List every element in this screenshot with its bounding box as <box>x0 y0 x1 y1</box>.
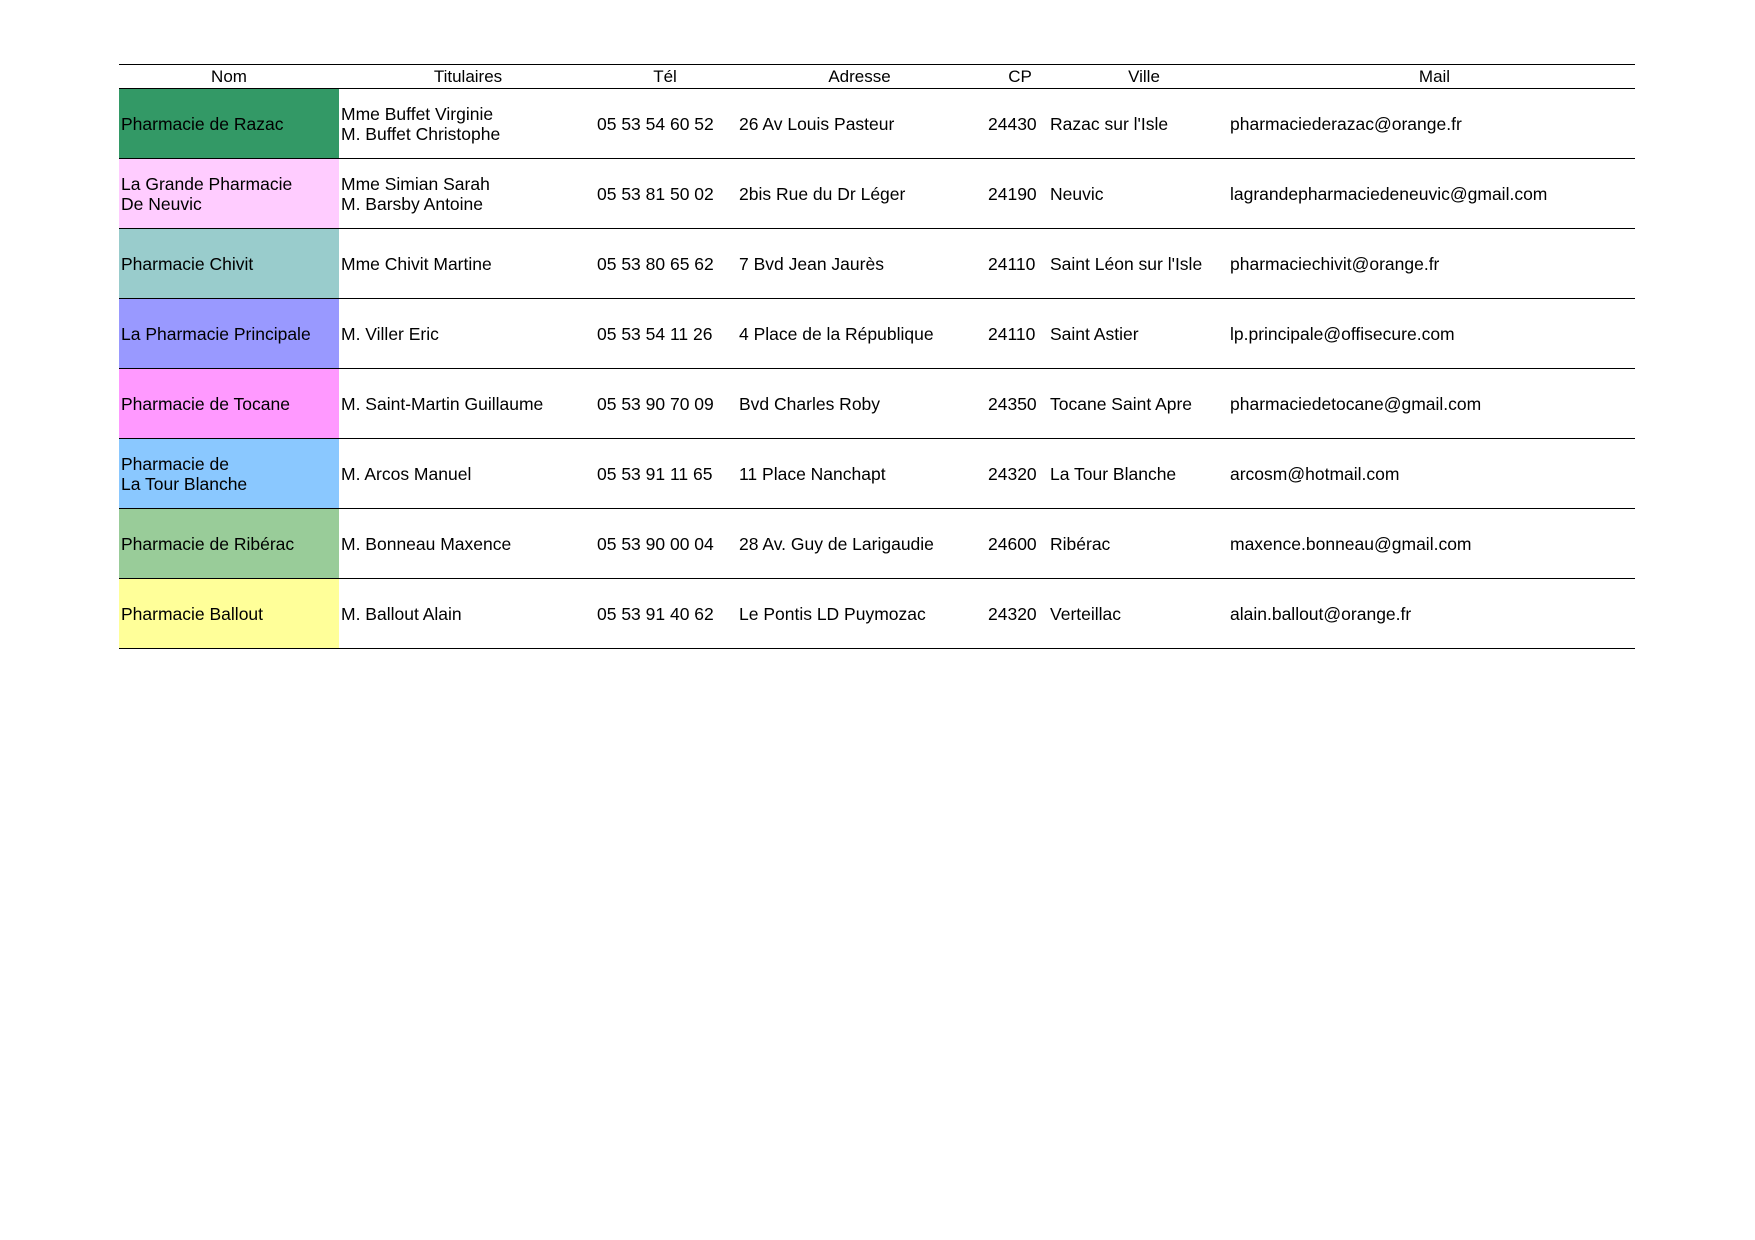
cell-ville <box>1050 89 1230 158</box>
cell-nom <box>119 299 339 368</box>
cell-cp <box>988 299 1050 368</box>
cell-ville-text: Razac sur l'Isle <box>1050 113 1169 134</box>
cell-tel-text: 05 53 54 60 52 <box>597 113 714 134</box>
cell-ville <box>1050 579 1230 648</box>
cell-cp <box>988 229 1050 298</box>
cell-ville-text: Verteillac <box>1050 603 1122 624</box>
cell-adresse-text: 26 Av Louis Pasteur <box>739 113 895 134</box>
header-adresse: Adresse <box>828 67 891 86</box>
cell-nom <box>119 579 339 648</box>
cell-adresse <box>739 299 988 368</box>
cell-mail <box>1230 89 1635 158</box>
cell-titulaires <box>339 439 597 508</box>
header-mail: Mail <box>1418 67 1451 86</box>
table-row <box>119 229 1635 299</box>
header-nom: Nom <box>211 67 247 86</box>
cell-adresse <box>739 229 988 298</box>
cell-adresse <box>739 509 988 578</box>
cell-adresse-text: 2bis Rue du Dr Léger <box>739 183 906 204</box>
cell-ville-text: Saint Léon sur l'Isle <box>1050 253 1203 274</box>
cell-titulaires-line: M. Ballout Alain <box>341 603 462 624</box>
cell-adresse-text: 28 Av. Guy de Larigaudie <box>739 533 934 554</box>
cell-mail <box>1230 159 1635 228</box>
table-body <box>119 89 1635 649</box>
cell-ville-text: Ribérac <box>1050 533 1111 554</box>
cell-tel-text: 05 53 90 70 09 <box>597 393 714 414</box>
cell-mail-text: pharmaciedetocane@gmail.com <box>1230 393 1482 414</box>
cell-titulaires <box>339 579 597 648</box>
cell-cp-text: 24190 <box>988 183 1037 204</box>
cell-titulaires-line: M. Bonneau Maxence <box>341 533 512 554</box>
cell-tel <box>597 369 739 438</box>
cell-titulaires <box>339 89 597 158</box>
cell-nom-line: La Grande Pharmacie <box>121 173 293 194</box>
cell-mail-text: pharmacie​derazac@orange.fr <box>1230 113 1462 134</box>
cell-nom-line: Pharmacie Chivit <box>121 253 254 274</box>
table-row <box>119 369 1635 439</box>
cell-nom-line: Pharmacie de Razac <box>121 113 284 134</box>
cell-titulaires-line: Mme Chivit Martine <box>341 253 492 274</box>
cell-tel-text: 05 53 54 11 26 <box>597 323 713 344</box>
cell-mail <box>1230 509 1635 578</box>
cell-titulaires-line: M. Barsby Antoine <box>341 193 484 214</box>
cell-tel <box>597 579 739 648</box>
cell-adresse-text: 7 Bvd Jean Jaurès <box>739 253 884 274</box>
cell-ville <box>1050 159 1230 228</box>
cell-mail <box>1230 439 1635 508</box>
cell-tel-text: 05 53 80 65 62 <box>597 253 714 274</box>
cell-ville-text: La Tour Blanche <box>1050 463 1177 484</box>
cell-titulaires-line: M. Arcos Manuel <box>341 463 472 484</box>
cell-adresse-text: Le Pontis LD Puymozac <box>739 603 926 624</box>
cell-mail <box>1230 369 1635 438</box>
cell-cp <box>988 439 1050 508</box>
cell-tel <box>597 299 739 368</box>
cell-cp-text: 24320 <box>988 603 1037 624</box>
cell-ville <box>1050 229 1230 298</box>
cell-cp-text: 24600 <box>988 533 1037 554</box>
cell-mail-text: lagrandepharmaciedeneuvic@gmail.com <box>1230 183 1548 204</box>
cell-ville <box>1050 299 1230 368</box>
cell-nom <box>119 159 339 228</box>
cell-tel <box>597 159 739 228</box>
cell-tel <box>597 439 739 508</box>
cell-nom-line: Pharmacie de Ribérac <box>121 533 295 554</box>
cell-cp <box>988 369 1050 438</box>
cell-mail-text: maxence.bonneau@gmail.com <box>1230 533 1472 554</box>
cell-nom <box>119 509 339 578</box>
cell-titulaires <box>339 509 597 578</box>
cell-titulaires <box>339 159 597 228</box>
cell-ville-text: Tocane Saint Apre <box>1050 393 1193 414</box>
cell-titulaires <box>339 299 597 368</box>
table-header-row <box>119 65 1635 89</box>
cell-titulaires-line: M. Buffet Christophe <box>341 123 501 144</box>
cell-mail <box>1230 579 1635 648</box>
table-row <box>119 89 1635 159</box>
cell-mail-text: arcosm@hotmail.com <box>1230 463 1400 484</box>
cell-cp <box>988 579 1050 648</box>
cell-nom-line: De Neuvic <box>121 193 202 214</box>
cell-nom-line: Pharmacie de <box>121 453 229 474</box>
cell-titulaires-line: Mme Simian Sarah <box>341 173 490 194</box>
cell-mail <box>1230 299 1635 368</box>
cell-cp <box>988 159 1050 228</box>
cell-ville <box>1050 439 1230 508</box>
cell-titulaires-line: M. Saint-Martin Guillaume <box>341 393 544 414</box>
cell-cp-text: 24430 <box>988 113 1037 134</box>
header-titulaires: Titulaires <box>433 67 503 86</box>
cell-nom <box>119 369 339 438</box>
cell-mail-text: lp.principale@offisecure.com <box>1230 323 1455 344</box>
cell-cp <box>988 89 1050 158</box>
header-cp: CP <box>1008 67 1032 86</box>
cell-tel-text: 05 53 91 40 62 <box>597 603 714 624</box>
cell-mail-text: pharmaciechivit@orange.fr <box>1230 253 1440 274</box>
cell-nom-line: Pharmacie Ballout <box>121 603 264 624</box>
cell-tel-text: 05 53 90 00 04 <box>597 533 714 554</box>
cell-mail-text: alain.ballout@orange.fr <box>1230 603 1412 624</box>
cell-ville-text: Saint Astier <box>1050 323 1139 344</box>
cell-tel <box>597 89 739 158</box>
cell-cp-text: 24110 <box>988 253 1036 274</box>
cell-nom <box>119 229 339 298</box>
pharmacy-table <box>119 64 1635 649</box>
cell-adresse <box>739 369 988 438</box>
cell-mail <box>1230 229 1635 298</box>
cell-cp-text: 24320 <box>988 463 1037 484</box>
cell-ville-text: Neuvic <box>1050 183 1104 204</box>
cell-adresse-text: 11 Place Nanchapt <box>739 463 886 484</box>
cell-titulaires <box>339 229 597 298</box>
table-row <box>119 439 1635 509</box>
table-row <box>119 579 1635 649</box>
cell-tel-text: 05 53 81 50 02 <box>597 183 714 204</box>
cell-tel <box>597 229 739 298</box>
cell-titulaires-line: M. Viller Eric <box>341 323 439 344</box>
cell-ville <box>1050 369 1230 438</box>
cell-nom <box>119 439 339 508</box>
cell-adresse-text: 4 Place de la République <box>739 323 934 344</box>
cell-adresse <box>739 439 988 508</box>
cell-tel <box>597 509 739 578</box>
cell-adresse <box>739 579 988 648</box>
cell-cp-text: 24110 <box>988 323 1036 344</box>
cell-adresse-text: Bvd Charles Roby <box>739 393 881 414</box>
cell-cp-text: 24350 <box>988 393 1037 414</box>
cell-adresse <box>739 89 988 158</box>
cell-titulaires-line: Mme Buffet Virginie <box>341 103 494 124</box>
header-ville: Ville <box>1128 67 1160 86</box>
table-row <box>119 509 1635 579</box>
cell-ville <box>1050 509 1230 578</box>
cell-nom-line: Pharmacie de Tocane <box>121 393 290 414</box>
table-row <box>119 299 1635 369</box>
header-tel: Tél <box>653 67 677 86</box>
cell-nom <box>119 89 339 158</box>
cell-cp <box>988 509 1050 578</box>
cell-tel-text: 05 53 91 11 65 <box>597 463 713 484</box>
cell-adresse <box>739 159 988 228</box>
cell-nom-line: La Tour Blanche <box>121 473 248 494</box>
table-row <box>119 159 1635 229</box>
cell-nom-line: La Pharmacie Principale <box>121 323 311 344</box>
cell-titulaires <box>339 369 597 438</box>
